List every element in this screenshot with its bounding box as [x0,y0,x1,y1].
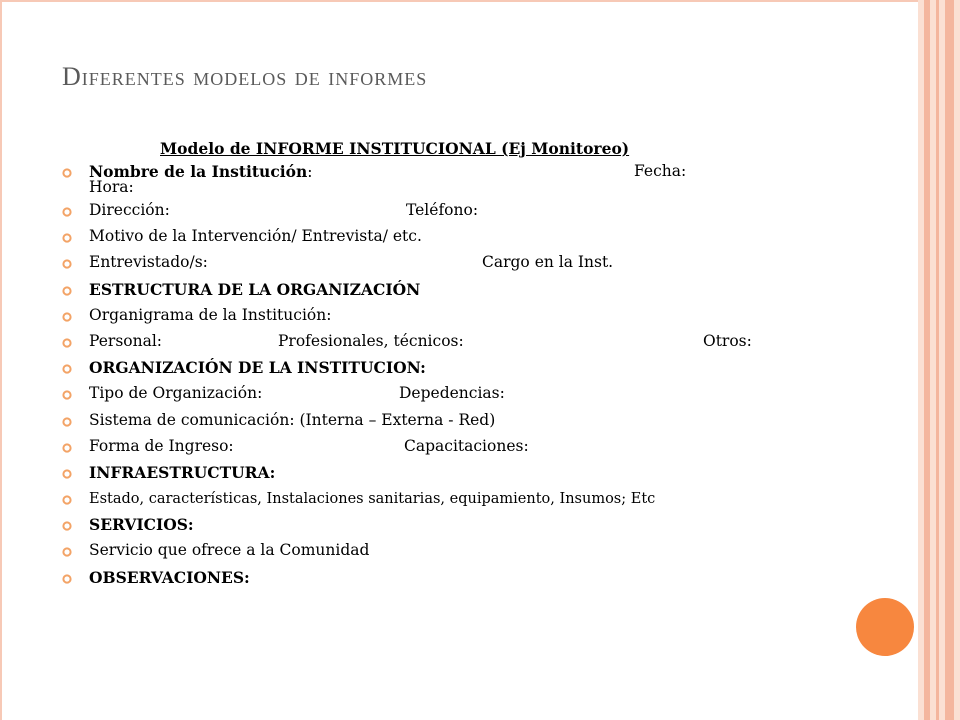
field-label: Entrevistado/s: [89,253,208,272]
hollow-circle-bullet-icon [62,574,72,584]
field-label: Fecha: [634,162,687,180]
list-item [62,359,822,385]
hollow-circle-bullet-icon [62,207,72,217]
accent-circle [856,598,914,656]
field-colon: : [307,163,313,181]
stripe [936,0,939,720]
list-item [62,202,822,228]
list-item [62,385,822,411]
field-label: Nombre de la Institución [89,162,308,181]
list-item [62,163,822,202]
hollow-circle-bullet-icon [62,469,72,479]
field-label: Motivo de la Intervención/ Entrevista/ etc. [89,227,422,246]
list-item [62,228,822,254]
hollow-circle-bullet-icon [62,547,72,557]
hollow-circle-bullet-icon [62,338,72,348]
field-label: Capacitaciones: [404,436,529,455]
hollow-circle-bullet-icon [62,312,72,322]
field-label: Cargo en la Inst. [482,253,614,272]
section-heading: OBSERVACIONES: [89,567,250,587]
hollow-circle-bullet-icon [62,390,72,400]
list-item [62,412,822,438]
list-item [62,542,822,568]
section-heading: ORGANIZACIÓN DE LA INSTITUCION: [89,358,426,378]
list-item [62,254,822,280]
hollow-circle-bullet-icon [62,168,72,178]
hollow-circle-bullet-icon [62,286,72,296]
field-label: Profesionales, técnicos: [278,331,464,350]
hollow-circle-bullet-icon [62,259,72,269]
field-label: Tipo de Organización: [89,384,263,403]
field-label: Servicio que ofrece a la Comunidad [89,541,370,560]
slide-title: Diferentes modelos de informes [62,62,428,91]
list-item [62,464,822,490]
field-label: Otros: [703,331,752,350]
field-label: Dirección: [89,201,170,219]
section-heading: ESTRUCTURA DE LA ORGANIZACIÓN [89,279,421,299]
list-item [62,438,822,464]
section-heading: INFRAESTRUCTURA: [89,462,276,482]
hollow-circle-bullet-icon [62,417,72,427]
list-item [62,281,822,307]
list-item [62,333,822,359]
hollow-circle-bullet-icon [62,364,72,374]
field-label: Hora: [89,178,134,196]
section-heading: SERVICIOS: [89,515,194,535]
field-label: Estado, características, Instalaciones sanitarias, equipamiento, Insumos; Etc [89,491,656,508]
field-label: Depedencias: [399,384,505,403]
field-label: Forma de Ingreso: [89,436,234,455]
hollow-circle-bullet-icon [62,443,72,453]
hollow-circle-bullet-icon [62,495,72,505]
list-item [62,516,822,542]
hollow-circle-bullet-icon [62,233,72,243]
form-items-list [62,163,822,595]
list-item [62,307,822,333]
decorative-stripes [918,0,960,720]
field-label: Sistema de comunicación: (Interna – Externa - Red) [89,410,496,429]
list-item [62,569,822,595]
hollow-circle-bullet-icon [62,521,72,531]
list-item [62,490,822,516]
stripe [924,0,930,720]
field-label: Organigrama de la Institución: [89,305,332,324]
field-label: Teléfono: [406,201,479,219]
stripe [945,0,954,720]
field-label: Personal: [89,331,163,350]
form-subtitle: Modelo de INFORME INSTITUCIONAL (Ej Monitoreo) [160,139,630,158]
